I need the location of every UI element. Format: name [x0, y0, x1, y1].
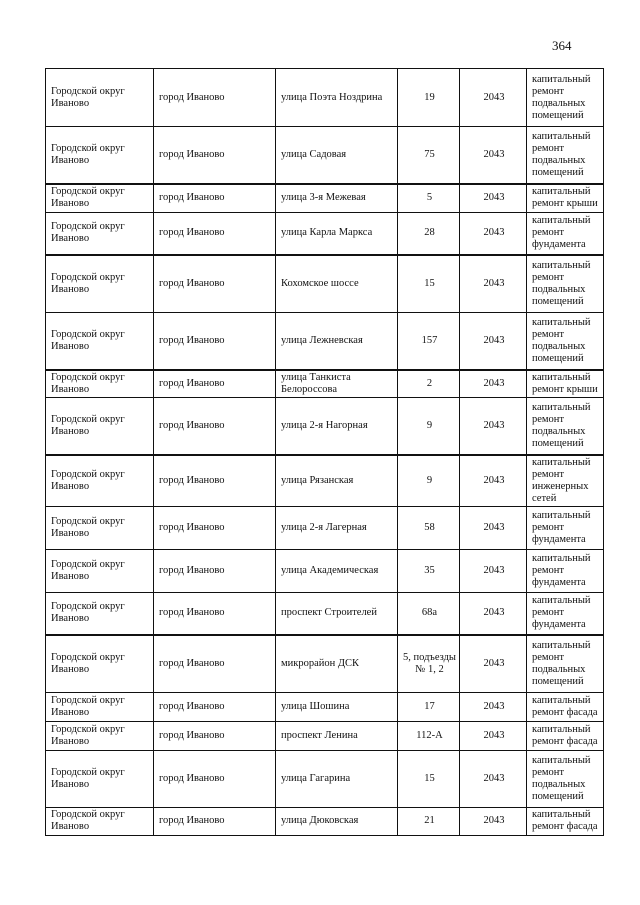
cell-city: город Иваново: [154, 807, 276, 835]
cell-city: город Иваново: [154, 549, 276, 592]
cell-street: улица Шошина: [276, 692, 398, 721]
cell-year: 2043: [460, 692, 527, 721]
cell-house: 9: [398, 398, 460, 455]
cell-okrug: Городской округ Иваново: [46, 370, 154, 398]
table-row: [46, 398, 604, 455]
cell-house: 5, подъезды № 1, 2: [398, 635, 460, 692]
cell-street: проспект Строителей: [276, 592, 398, 635]
cell-year: 2043: [460, 127, 527, 184]
cell-house: 15: [398, 255, 460, 313]
cell-house: 28: [398, 213, 460, 255]
repair-schedule-table: [45, 68, 604, 836]
cell-year: 2043: [460, 721, 527, 750]
cell-year: 2043: [460, 213, 527, 255]
cell-city: город Иваново: [154, 370, 276, 398]
cell-house: 19: [398, 69, 460, 127]
cell-city: город Иваново: [154, 506, 276, 549]
table-row: [46, 506, 604, 549]
cell-house: 112-А: [398, 721, 460, 750]
table-row: [46, 635, 604, 692]
table-row: [46, 69, 604, 127]
cell-house: 35: [398, 549, 460, 592]
cell-year: 2043: [460, 635, 527, 692]
cell-street: улица 2-я Нагорная: [276, 398, 398, 455]
table-row: [46, 592, 604, 635]
cell-street: улица 3-я Межевая: [276, 184, 398, 213]
cell-street: улица Гагарина: [276, 750, 398, 807]
cell-work-type: капитальный ремонт фундамента: [527, 506, 604, 549]
cell-city: город Иваново: [154, 69, 276, 127]
table-row: [46, 184, 604, 213]
cell-work-type: капитальный ремонт фасада: [527, 807, 604, 835]
cell-year: 2043: [460, 807, 527, 835]
cell-work-type: капитальный ремонт фундамента: [527, 213, 604, 255]
cell-work-type: капитальный ремонт фундамента: [527, 592, 604, 635]
cell-okrug: Городской округ Иваново: [46, 592, 154, 635]
cell-year: 2043: [460, 455, 527, 507]
table-row: [46, 127, 604, 184]
cell-street: улица Поэта Ноздрина: [276, 69, 398, 127]
cell-work-type: капитальный ремонт подвальных помещений: [527, 635, 604, 692]
table-row: [46, 721, 604, 750]
cell-city: город Иваново: [154, 721, 276, 750]
cell-year: 2043: [460, 313, 527, 370]
cell-city: город Иваново: [154, 255, 276, 313]
cell-street: Кохомское шоссе: [276, 255, 398, 313]
cell-city: город Иваново: [154, 750, 276, 807]
table-row: [46, 313, 604, 370]
cell-city: город Иваново: [154, 184, 276, 213]
table-row: [46, 455, 604, 507]
cell-house: 15: [398, 750, 460, 807]
cell-okrug: Городской округ Иваново: [46, 635, 154, 692]
cell-work-type: капитальный ремонт подвальных помещений: [527, 69, 604, 127]
cell-okrug: Городской округ Иваново: [46, 398, 154, 455]
cell-work-type: капитальный ремонт фундамента: [527, 549, 604, 592]
cell-city: город Иваново: [154, 213, 276, 255]
cell-city: город Иваново: [154, 127, 276, 184]
cell-work-type: капитальный ремонт крыши: [527, 370, 604, 398]
cell-house: 5: [398, 184, 460, 213]
cell-work-type: капитальный ремонт инженерных сетей: [527, 455, 604, 507]
cell-street: улица Лежневская: [276, 313, 398, 370]
cell-okrug: Городской округ Иваново: [46, 807, 154, 835]
cell-okrug: Городской округ Иваново: [46, 255, 154, 313]
cell-city: город Иваново: [154, 398, 276, 455]
table-row: [46, 370, 604, 398]
cell-work-type: капитальный ремонт фасада: [527, 692, 604, 721]
cell-year: 2043: [460, 592, 527, 635]
cell-house: 9: [398, 455, 460, 507]
cell-work-type: капитальный ремонт подвальных помещений: [527, 398, 604, 455]
cell-work-type: капитальный ремонт подвальных помещений: [527, 127, 604, 184]
cell-work-type: капитальный ремонт подвальных помещений: [527, 255, 604, 313]
cell-year: 2043: [460, 506, 527, 549]
table-row: [46, 692, 604, 721]
cell-street: улица Садовая: [276, 127, 398, 184]
cell-house: 157: [398, 313, 460, 370]
cell-street: улица Рязанская: [276, 455, 398, 507]
cell-house: 17: [398, 692, 460, 721]
cell-year: 2043: [460, 750, 527, 807]
cell-street: проспект Ленина: [276, 721, 398, 750]
cell-street: улица Академическая: [276, 549, 398, 592]
cell-city: город Иваново: [154, 313, 276, 370]
cell-okrug: Городской округ Иваново: [46, 69, 154, 127]
cell-okrug: Городской округ Иваново: [46, 455, 154, 507]
table-row: [46, 750, 604, 807]
cell-city: город Иваново: [154, 692, 276, 721]
cell-street: улица Дюковская: [276, 807, 398, 835]
cell-work-type: капитальный ремонт подвальных помещений: [527, 750, 604, 807]
cell-house: 21: [398, 807, 460, 835]
cell-year: 2043: [460, 370, 527, 398]
cell-street: микрорайон ДСК: [276, 635, 398, 692]
cell-city: город Иваново: [154, 455, 276, 507]
cell-house: 68а: [398, 592, 460, 635]
cell-street: улица 2-я Лагерная: [276, 506, 398, 549]
cell-okrug: Городской округ Иваново: [46, 213, 154, 255]
cell-okrug: Городской округ Иваново: [46, 721, 154, 750]
cell-okrug: Городской округ Иваново: [46, 549, 154, 592]
cell-work-type: капитальный ремонт фасада: [527, 721, 604, 750]
table-row: [46, 255, 604, 313]
cell-house: 58: [398, 506, 460, 549]
cell-house: 2: [398, 370, 460, 398]
cell-work-type: капитальный ремонт подвальных помещений: [527, 313, 604, 370]
cell-okrug: Городской округ Иваново: [46, 506, 154, 549]
cell-street: улица Танкиста Белороссова: [276, 370, 398, 398]
table-row: [46, 549, 604, 592]
cell-okrug: Городской округ Иваново: [46, 692, 154, 721]
cell-year: 2043: [460, 184, 527, 213]
cell-year: 2043: [460, 69, 527, 127]
cell-year: 2043: [460, 398, 527, 455]
page-number: 364: [552, 38, 572, 53]
cell-city: город Иваново: [154, 592, 276, 635]
table-row: [46, 213, 604, 255]
cell-city: город Иваново: [154, 635, 276, 692]
cell-okrug: Городской округ Иваново: [46, 184, 154, 213]
table-row: [46, 807, 604, 835]
cell-work-type: капитальный ремонт крыши: [527, 184, 604, 213]
cell-okrug: Городской округ Иваново: [46, 127, 154, 184]
cell-okrug: Городской округ Иваново: [46, 750, 154, 807]
cell-house: 75: [398, 127, 460, 184]
cell-year: 2043: [460, 549, 527, 592]
cell-year: 2043: [460, 255, 527, 313]
cell-okrug: Городской округ Иваново: [46, 313, 154, 370]
cell-street: улица Карла Маркса: [276, 213, 398, 255]
